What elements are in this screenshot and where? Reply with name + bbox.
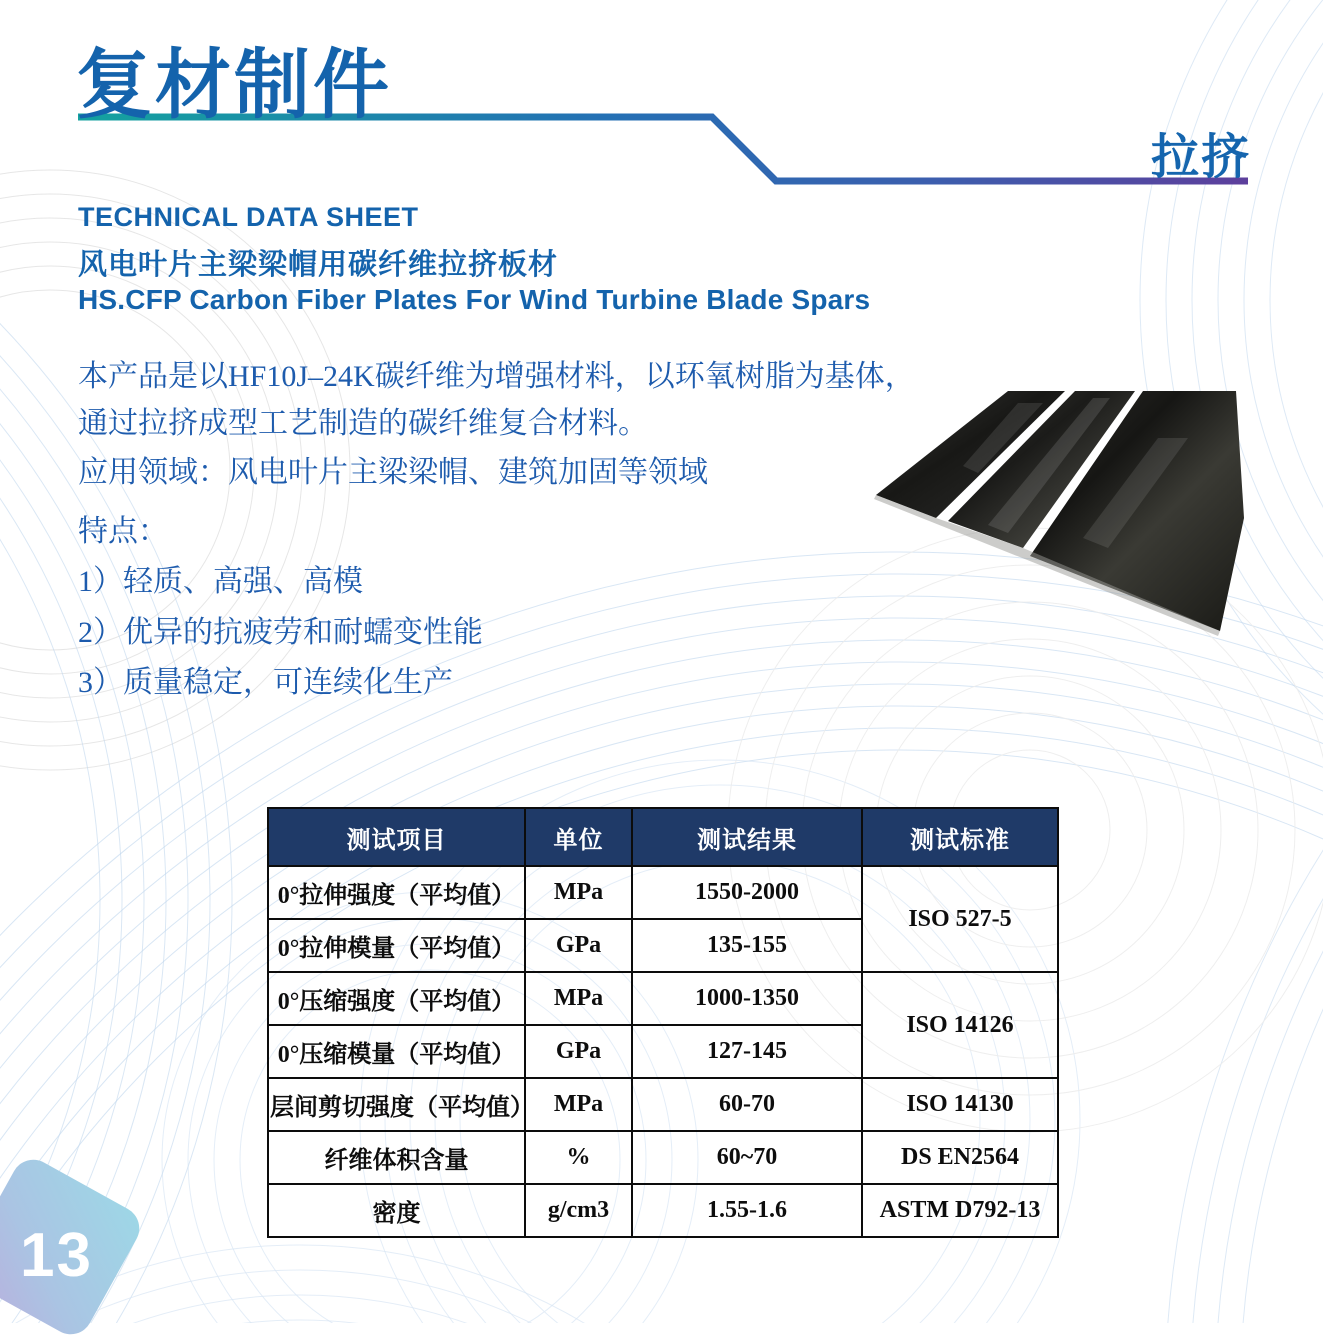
- cell-test-standard: ISO 14130: [862, 1078, 1058, 1131]
- cell-test-item: 0°拉伸模量（平均值）: [268, 919, 525, 972]
- cell-test-result: 60-70: [632, 1078, 862, 1131]
- cell-test-item: 层间剪切强度（平均值）: [268, 1078, 525, 1131]
- features-title: 特点：: [78, 515, 168, 548]
- intro-line-2: 通过拉挤成型工艺制造的碳纤维复合材料。: [78, 407, 648, 440]
- cell-test-item: 密度: [268, 1184, 525, 1237]
- header-unit: 单位: [525, 808, 632, 866]
- cell-unit: MPa: [525, 1078, 632, 1131]
- table-row: [268, 1131, 1058, 1184]
- cell-unit: MPa: [525, 972, 632, 1025]
- feature-item-1: 1）轻质、高强、高模: [78, 565, 363, 598]
- cell-test-result: 135-155: [632, 919, 862, 972]
- application-line: 应用领域：风电叶片主梁梁帽、建筑加固等领域: [78, 456, 708, 489]
- page-number: 13: [20, 1221, 93, 1290]
- intro-paragraph: [78, 353, 915, 447]
- cell-test-standard: DS EN2564: [862, 1131, 1058, 1184]
- cell-unit: g/cm3: [525, 1184, 632, 1237]
- table-header-row: [268, 808, 1058, 866]
- cell-unit: GPa: [525, 1025, 632, 1078]
- cell-test-item: 0°拉伸强度（平均值）: [268, 866, 525, 919]
- header-test-result: 测试结果: [632, 808, 862, 866]
- cell-test-result: 1000-1350: [632, 972, 862, 1025]
- page-title: 复材制件: [76, 43, 392, 128]
- cell-test-result: 127-145: [632, 1025, 862, 1078]
- header-test-standard: 测试标准: [862, 808, 1058, 866]
- corner-tag-pultrusion: 拉挤: [1150, 131, 1251, 184]
- cell-test-item: 0°压缩模量（平均值）: [268, 1025, 525, 1078]
- product-title-zh: 风电叶片主梁梁帽用碳纤维拉挤板材: [78, 249, 559, 281]
- intro-line-1: 本产品是以HF10J–24K碳纤维为增强材料，以环氧树脂为基体，: [78, 360, 915, 393]
- product-title-en: HS.CFP Carbon Fiber Plates For Wind Turbine Blade Spars: [78, 284, 871, 315]
- cell-unit: GPa: [525, 919, 632, 972]
- cell-unit: %: [525, 1131, 632, 1184]
- cell-test-standard: ISO 14126: [862, 972, 1058, 1078]
- cell-test-standard: ISO 527-5: [862, 866, 1058, 972]
- cell-test-item: 0°压缩强度（平均值）: [268, 972, 525, 1025]
- table-row: [268, 972, 1058, 1025]
- cell-unit: MPa: [525, 866, 632, 919]
- header-test-item: 测试项目: [268, 808, 525, 866]
- feature-item-2: 2）优异的抗疲劳和耐蠕变性能: [78, 616, 483, 649]
- cell-test-standard: ASTM D792-13: [862, 1184, 1058, 1237]
- cell-test-result: 1550-2000: [632, 866, 862, 919]
- cell-test-result: 1.55-1.6: [632, 1184, 862, 1237]
- table-row: [268, 866, 1058, 919]
- cell-test-item: 纤维体积含量: [268, 1131, 525, 1184]
- carbon-fiber-plates-photo: [858, 378, 1258, 658]
- cell-test-result: 60~70: [632, 1131, 862, 1184]
- table-row: [268, 1184, 1058, 1237]
- feature-item-3: 3）质量稳定，可连续化生产: [78, 666, 453, 699]
- test-data-table: [267, 807, 1059, 1238]
- technical-data-sheet-heading: TECHNICAL DATA SHEET: [78, 202, 419, 232]
- table-row: [268, 1078, 1058, 1131]
